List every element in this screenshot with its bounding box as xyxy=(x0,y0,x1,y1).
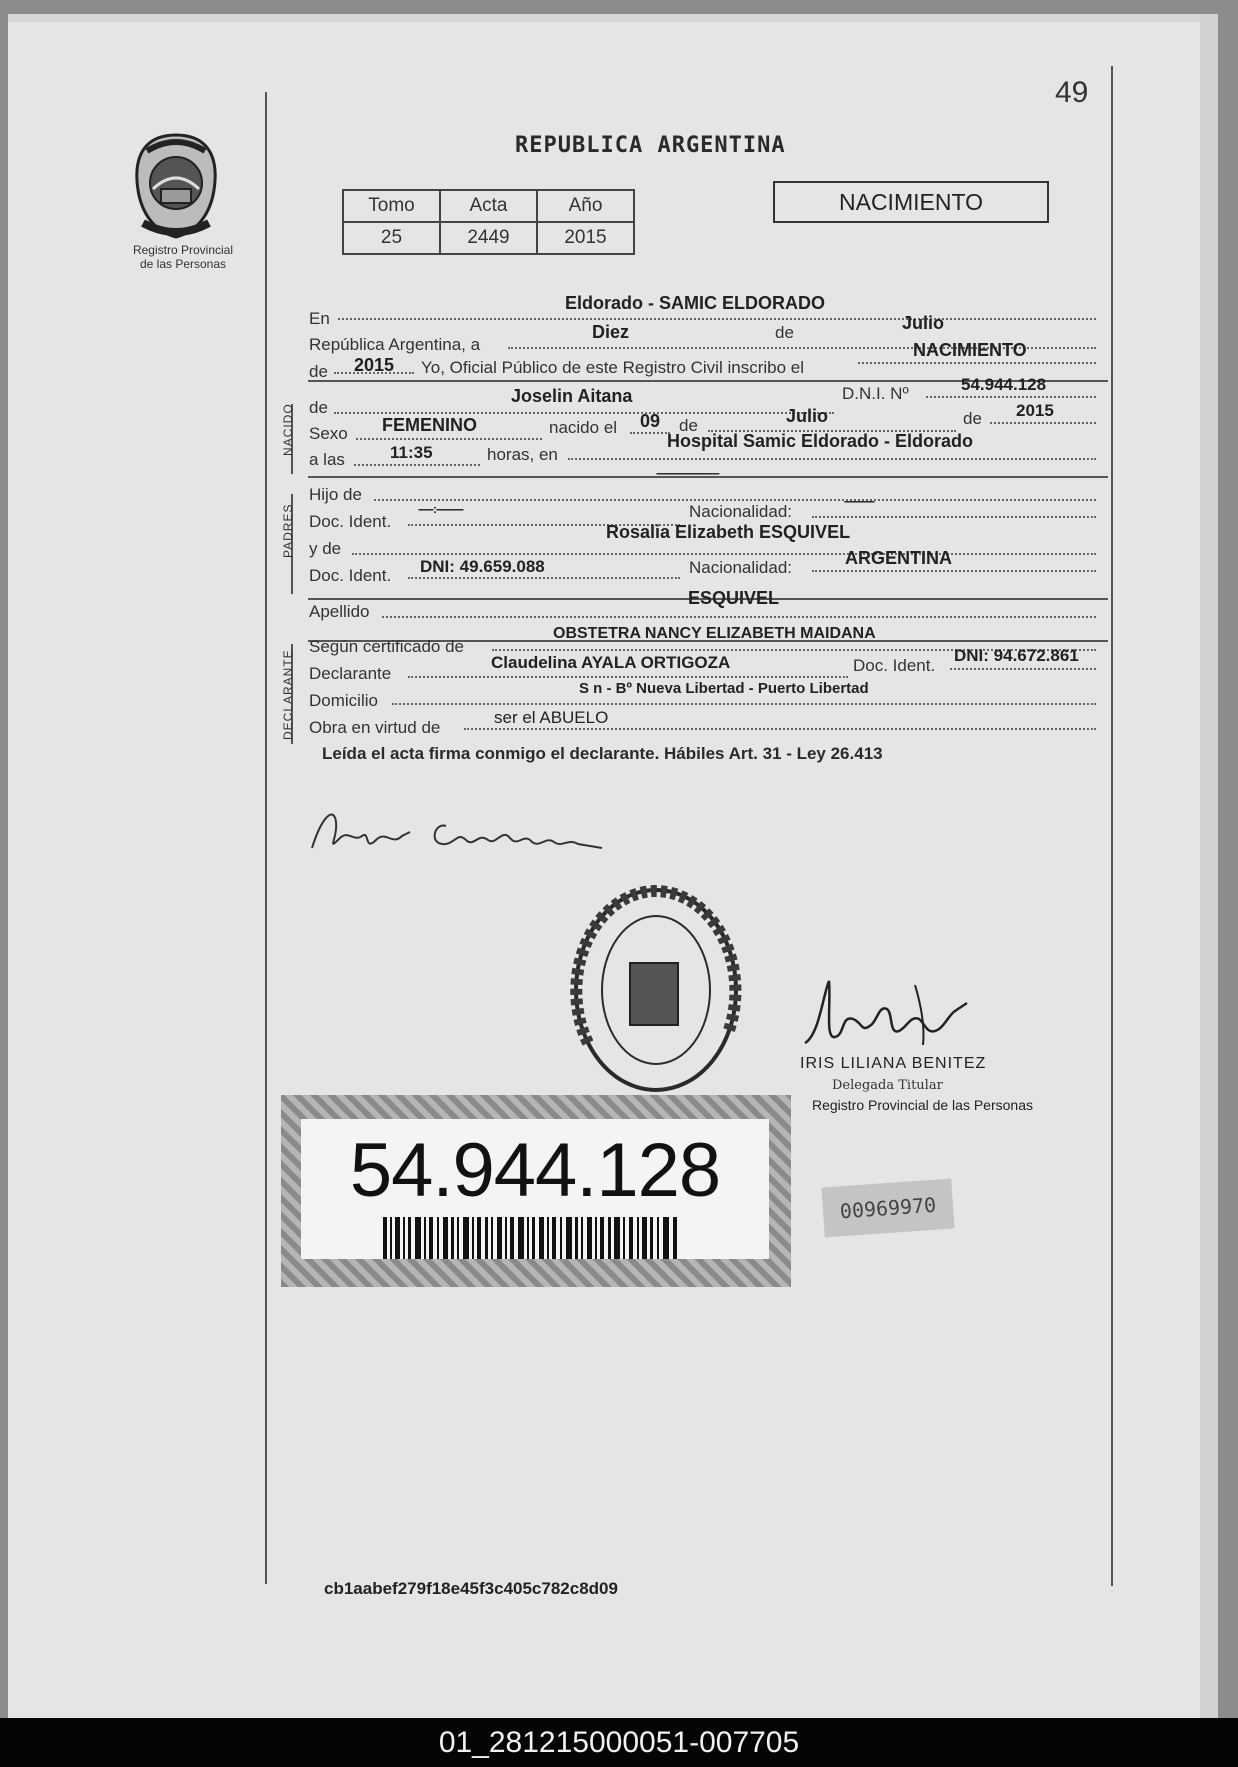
page-number: 49 xyxy=(1055,76,1089,109)
declarant-signature xyxy=(306,802,616,862)
barcode-label xyxy=(301,1119,769,1259)
de-label-4: de xyxy=(679,416,698,435)
ref-value-ano: 2015 xyxy=(537,222,634,254)
dots-row15 xyxy=(464,728,1096,730)
dots-row5b xyxy=(630,432,670,434)
ref-value-tomo: 25 xyxy=(343,222,440,254)
dots-row3b xyxy=(858,362,1096,364)
dots-row4b xyxy=(926,396,1096,398)
mother-nat-value: ARGENTINA xyxy=(845,548,952,568)
document-title: REPUBLICA ARGENTINA xyxy=(515,133,786,158)
domicile-value: S n - Bº Nueva Libertad - Puerto Libertad xyxy=(579,680,869,697)
declarant-label: Declarante xyxy=(309,664,392,683)
father-doc-value: -----:--------- xyxy=(418,502,463,516)
day-words-value: Diez xyxy=(592,322,630,342)
seal-caption xyxy=(118,243,248,271)
signatory-office: Registro Provincial de las Personas xyxy=(812,1097,1033,1113)
doc-label-2: Doc. Ident. xyxy=(309,566,392,585)
left-margin-line xyxy=(265,92,267,1584)
father-name-value: --------------------- xyxy=(656,466,719,480)
dots-row1 xyxy=(338,318,1096,320)
ref-header-ano: Año xyxy=(537,190,634,222)
de-label-3: de xyxy=(309,398,328,417)
dots-row5d xyxy=(990,422,1096,424)
surname-value: ESQUIVEL xyxy=(688,588,780,608)
child-of-label: Hijo de xyxy=(309,485,362,504)
at-label: a las xyxy=(309,450,345,469)
domicile-label: Domicilio xyxy=(309,691,378,710)
declarant-doc-value: DNI: 94.672.861 xyxy=(954,646,1079,665)
dots-row8b xyxy=(812,516,1096,518)
born-label: nacido el xyxy=(549,418,618,437)
barcode-number: 54.944.128 xyxy=(349,1128,721,1213)
dni-value: 54.944.128 xyxy=(961,375,1047,394)
sex-value: FEMENINO xyxy=(382,415,478,435)
sex-label: Sexo xyxy=(309,424,348,443)
serial-number-label: 00969970 xyxy=(821,1179,954,1238)
side-label-nacido: NACIDO xyxy=(281,403,295,456)
dots-row10a xyxy=(408,577,680,579)
dots-row10b xyxy=(812,570,1096,572)
birth-day-value: 09 xyxy=(640,411,661,431)
record-kind-box: NACIMIENTO xyxy=(773,181,1049,223)
cert-value: OBSTETRA NANCY ELIZABETH MAIDANA xyxy=(553,625,876,642)
side-label-declarante: DECLARANTE xyxy=(281,649,295,740)
dni-label: D.N.I. Nº xyxy=(842,384,909,403)
footer-id-bar: 01_281215000051-007705 xyxy=(0,1718,1238,1767)
en-label: En xyxy=(309,309,330,328)
dots-row6b xyxy=(568,458,1096,460)
official-signature xyxy=(795,975,975,1060)
declarant-value: Claudelina AYALA ORTIGOZA xyxy=(491,653,731,672)
dots-row7 xyxy=(374,499,1096,501)
child-name-value: Joselin Aitana xyxy=(511,386,633,406)
barcode-bars-icon xyxy=(383,1217,683,1259)
ref-value-acta: 2449 xyxy=(440,222,537,254)
capacity-value: ser el ABUELO xyxy=(494,708,609,727)
de-label-2: de xyxy=(309,362,328,381)
barcode-sticker xyxy=(281,1095,791,1287)
mother-name-value: Rosalia Elizabeth ESQUIVEL xyxy=(606,522,851,542)
nat-label-1: Nacionalidad: xyxy=(689,502,793,521)
signatory-role: Delegada Titular xyxy=(832,1078,943,1093)
capacity-label: Obra en virtud de xyxy=(309,718,441,737)
birth-place-value: Hospital Samic Eldorado - Eldorado xyxy=(667,431,974,451)
page-edge xyxy=(1200,14,1218,1719)
side-label-padres: PADRES xyxy=(281,503,295,558)
hours-label: horas, en xyxy=(487,445,558,464)
right-margin-line xyxy=(1111,66,1113,1586)
dots-row13b xyxy=(950,668,1096,670)
dots-row11 xyxy=(382,616,1096,618)
document-hash: cb1aabef279f18e45f3c405c782c8d09 xyxy=(324,1579,618,1598)
dots-row6a xyxy=(354,464,480,466)
mother-doc-value: DNI: 49.659.088 xyxy=(420,557,545,576)
de-label-5: de xyxy=(963,409,982,428)
year-value: 2015 xyxy=(354,355,395,375)
birth-month-value: Julio xyxy=(786,406,829,426)
official-text: Yo, Oficial Público de este Registro Civil inscribo el xyxy=(421,358,804,377)
doc-label-1: Doc. Ident. xyxy=(309,512,392,531)
time-value: 11:35 xyxy=(390,443,433,462)
place-value: Eldorado - SAMIC ELDORADO xyxy=(565,293,825,313)
reference-table xyxy=(342,189,635,255)
republic-label: República Argentina, a xyxy=(309,335,481,354)
surname-label: Apellido xyxy=(309,602,370,621)
cert-label: Según certificado de xyxy=(309,637,464,656)
closing-statement: Leída el acta firma conmigo el declarante. Hábiles Art. 31 - Ley 26.413 xyxy=(322,744,883,763)
act-type-value: NACIMIENTO xyxy=(913,340,1027,360)
seal-caption-line1: Registro Provincial xyxy=(132,243,234,257)
official-stamp xyxy=(568,883,744,1097)
de-label-1: de xyxy=(775,323,794,342)
dots-row14 xyxy=(392,703,1096,705)
dots-row9 xyxy=(352,553,1096,555)
birth-year-value: 2015 xyxy=(1016,401,1054,420)
dots-row13a xyxy=(408,676,848,678)
ref-header-tomo: Tomo xyxy=(343,190,440,222)
signatory-name: IRIS LILIANA BENITEZ xyxy=(800,1055,987,1072)
and-of-label: y de xyxy=(309,539,342,558)
declarant-doc-label: Doc. Ident. xyxy=(853,656,936,675)
provincial-seal-icon xyxy=(133,131,219,241)
nat-label-2: Nacionalidad: xyxy=(689,558,793,577)
father-nat-value: ---------- xyxy=(844,494,874,508)
dots-row5a xyxy=(356,438,542,440)
dots-row4a xyxy=(334,412,834,414)
month-value: Julio xyxy=(902,313,945,333)
seal-caption-line2: de las Personas xyxy=(139,257,227,271)
ref-header-acta: Acta xyxy=(440,190,537,222)
